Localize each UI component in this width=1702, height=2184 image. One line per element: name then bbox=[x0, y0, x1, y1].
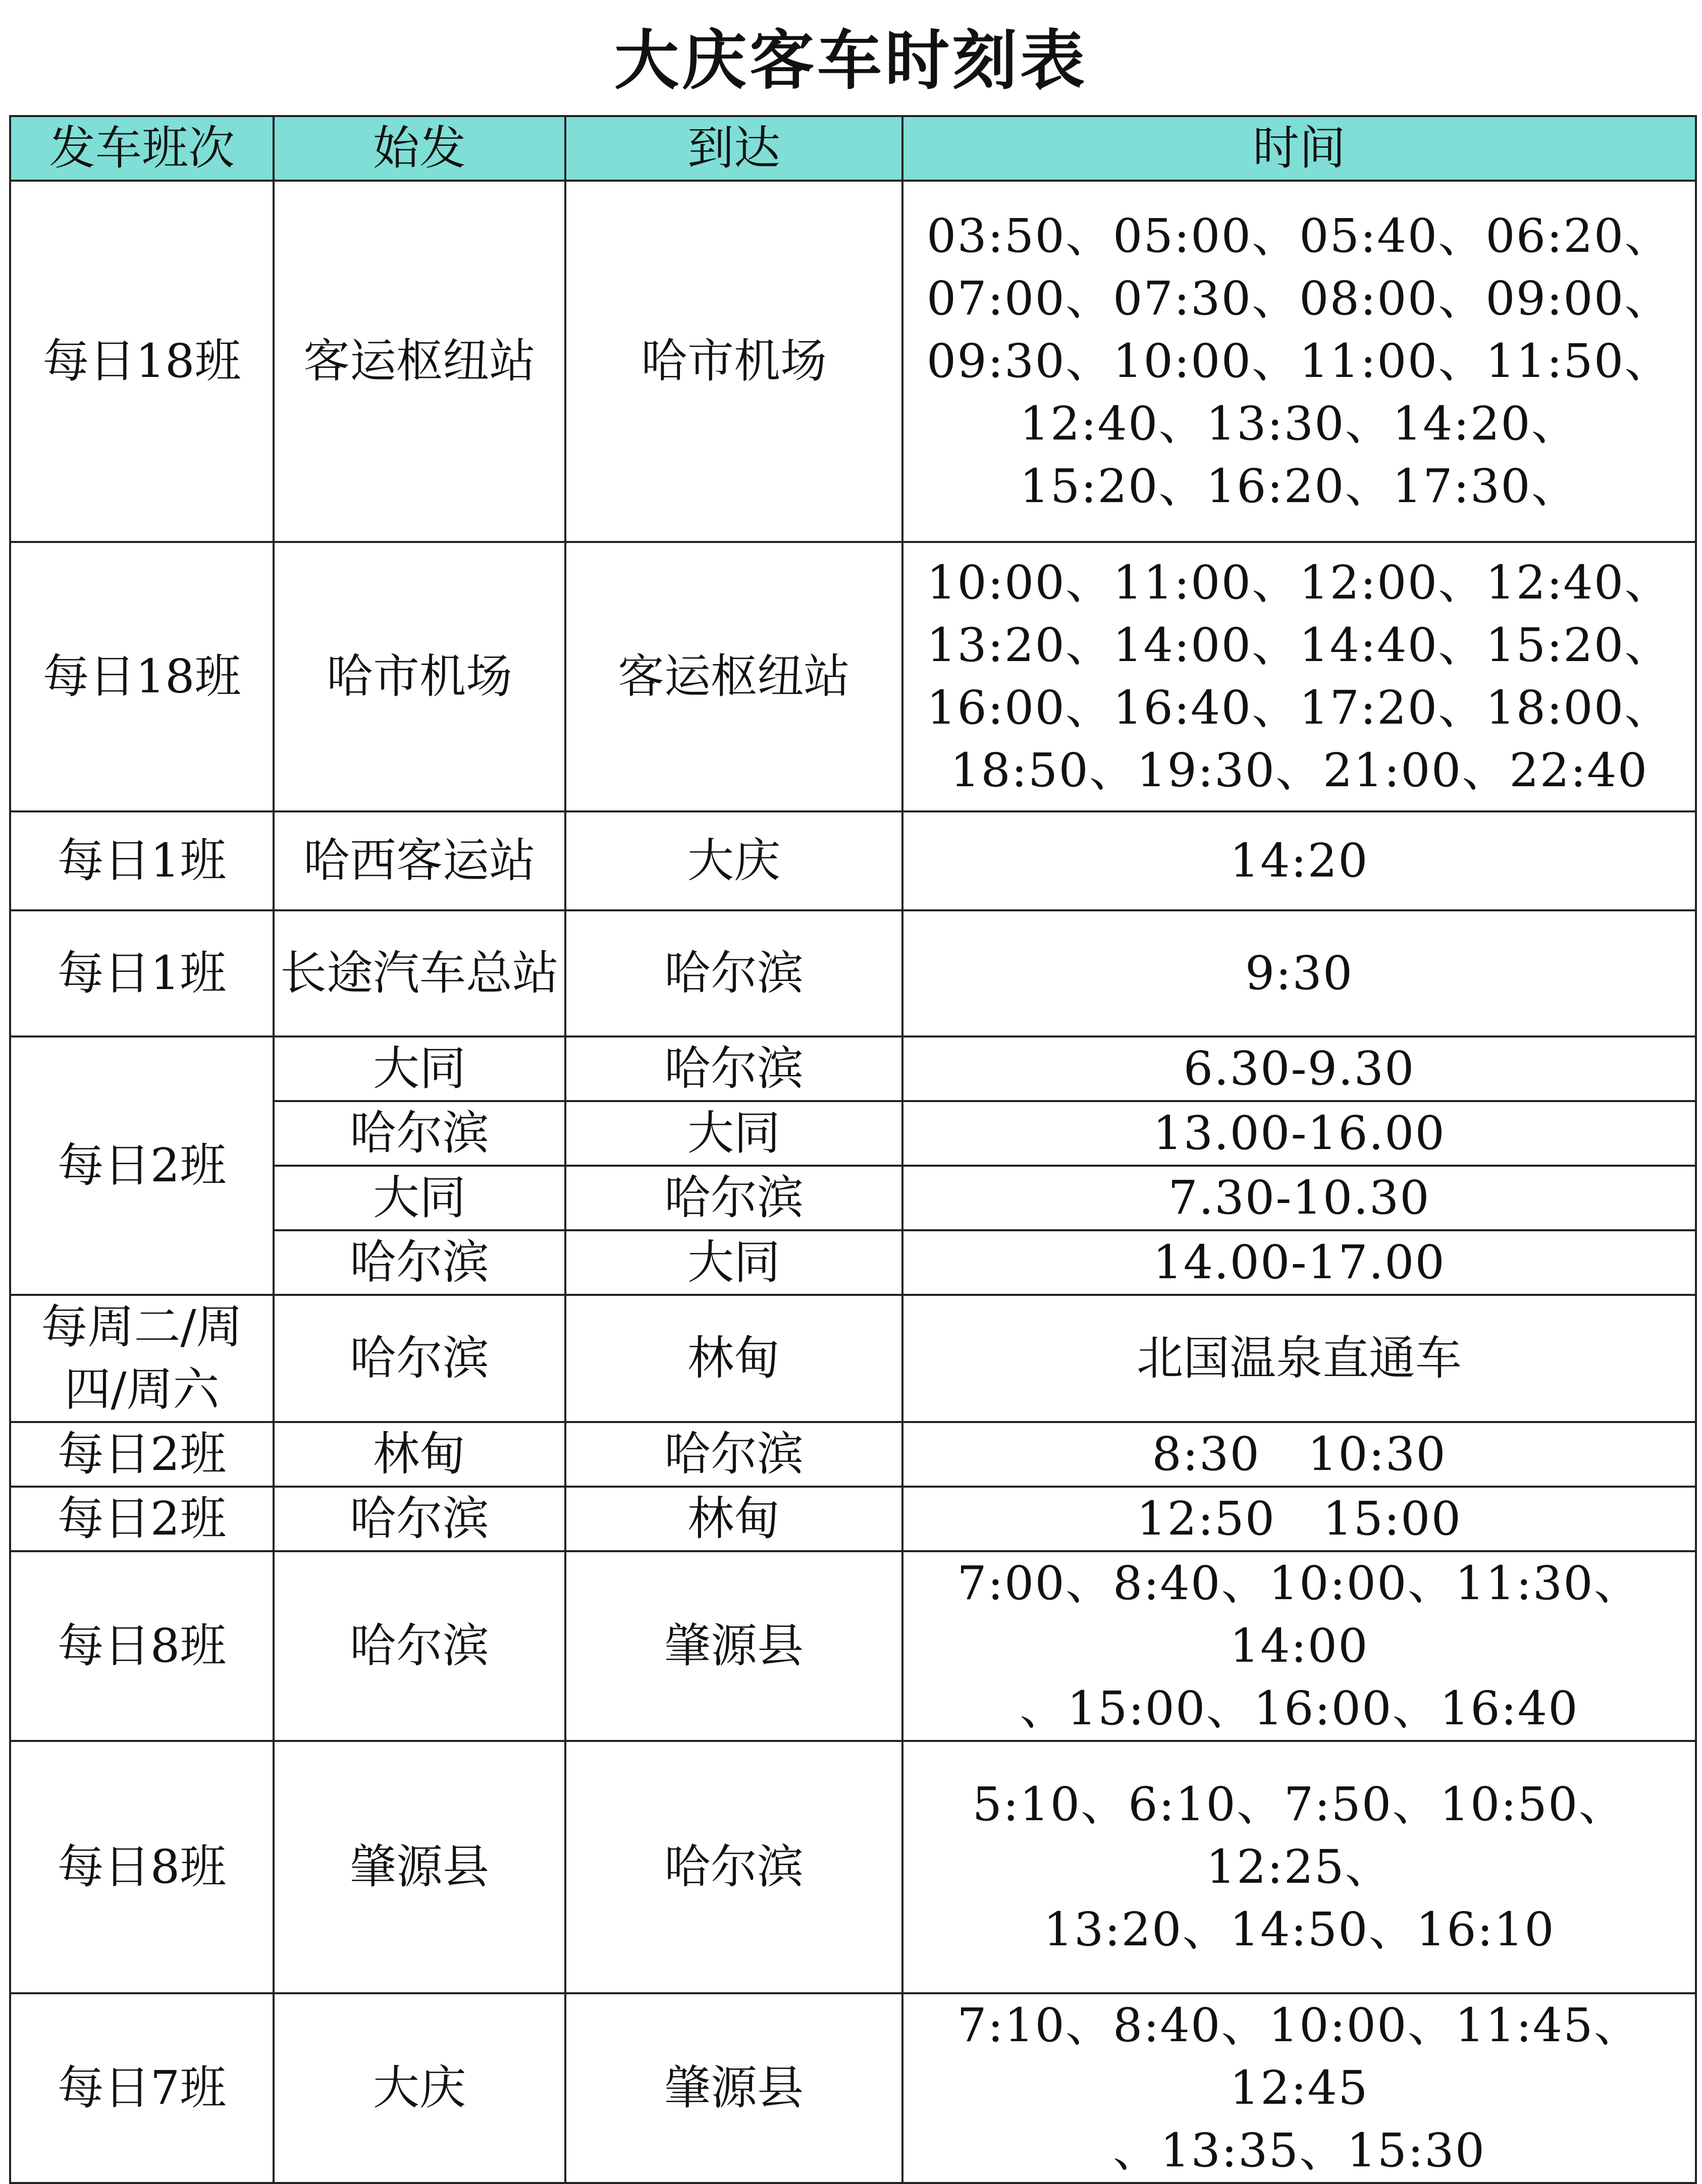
time-cell: 10:00、11:00、12:00、12:40、 13:20、14:00、14:40、15:20、 16:00、16:40、17:20、18:00、 18:50、19:30、21:00、22:40 bbox=[902, 542, 1696, 811]
table-row bbox=[10, 1487, 1696, 1551]
origin-cell: 肇源县 bbox=[274, 1741, 565, 1993]
table-row bbox=[10, 811, 1696, 910]
destination-cell: 大庆 bbox=[565, 811, 902, 910]
frequency-cell: 每日18班 bbox=[10, 542, 274, 811]
frequency-cell: 每日1班 bbox=[10, 811, 274, 910]
time-cell: 13.00-16.00 bbox=[902, 1101, 1696, 1166]
table-row bbox=[10, 1295, 1696, 1422]
frequency-cell: 每周二/周四/周六 bbox=[10, 1295, 274, 1422]
destination-cell: 客运枢纽站 bbox=[565, 542, 902, 811]
origin-cell: 长途汽车总站 bbox=[274, 910, 565, 1036]
time-cell: 7.30-10.30 bbox=[902, 1166, 1696, 1230]
origin-cell: 哈尔滨 bbox=[274, 1487, 565, 1551]
frequency-cell: 每日1班 bbox=[10, 910, 274, 1036]
origin-cell: 林甸 bbox=[274, 1422, 565, 1487]
time-cell: 7:00、8:40、10:00、11:30、14:00 、15:00、16:00、16:40 bbox=[902, 1551, 1696, 1741]
time-cell: 03:50、05:00、05:40、06:20、 07:00、07:30、08:00、09:00、 09:30、10:00、11:00、11:50、 12:40、13:30、14:20、 15:20、16:20、17:30、 bbox=[902, 181, 1696, 542]
origin-cell: 哈尔滨 bbox=[274, 1101, 565, 1166]
table-row bbox=[10, 910, 1696, 1036]
schedule-table bbox=[9, 115, 1697, 2184]
frequency-cell: 每日2班 bbox=[10, 1422, 274, 1487]
origin-cell: 大同 bbox=[274, 1036, 565, 1101]
time-cell: 6.30-9.30 bbox=[902, 1036, 1696, 1101]
origin-cell: 哈尔滨 bbox=[274, 1295, 565, 1422]
origin-cell: 客运枢纽站 bbox=[274, 181, 565, 542]
frequency-cell: 每日8班 bbox=[10, 1741, 274, 1993]
table-row bbox=[10, 1036, 1696, 1101]
destination-cell: 林甸 bbox=[565, 1487, 902, 1551]
time-cell: 9:30 bbox=[902, 910, 1696, 1036]
frequency-cell: 每日2班 bbox=[10, 1036, 274, 1295]
header-frequency: 发车班次 bbox=[10, 116, 274, 181]
origin-cell: 大同 bbox=[274, 1166, 565, 1230]
destination-cell: 林甸 bbox=[565, 1295, 902, 1422]
header-destination: 到达 bbox=[565, 116, 902, 181]
destination-cell: 哈尔滨 bbox=[565, 1036, 902, 1101]
table-row bbox=[10, 542, 1696, 811]
destination-cell: 哈尔滨 bbox=[565, 910, 902, 1036]
frequency-cell: 每日2班 bbox=[10, 1487, 274, 1551]
time-cell: 14.00-17.00 bbox=[902, 1230, 1696, 1295]
header-origin: 始发 bbox=[274, 116, 565, 181]
destination-cell: 肇源县 bbox=[565, 1993, 902, 2183]
table-header-row bbox=[10, 116, 1696, 181]
origin-cell: 哈尔滨 bbox=[274, 1230, 565, 1295]
frequency-cell: 每日8班 bbox=[10, 1551, 274, 1741]
time-cell: 7:10、8:40、10:00、11:45、12:45 、13:35、15:30 bbox=[902, 1993, 1696, 2183]
table-row bbox=[10, 181, 1696, 542]
frequency-cell: 每日18班 bbox=[10, 181, 274, 542]
origin-cell: 哈尔滨 bbox=[274, 1551, 565, 1741]
origin-cell: 哈市机场 bbox=[274, 542, 565, 811]
destination-cell: 哈尔滨 bbox=[565, 1166, 902, 1230]
origin-cell: 大庆 bbox=[274, 1993, 565, 2183]
destination-cell: 大同 bbox=[565, 1101, 902, 1166]
origin-cell: 哈西客运站 bbox=[274, 811, 565, 910]
destination-cell: 大同 bbox=[565, 1230, 902, 1295]
destination-cell: 肇源县 bbox=[565, 1551, 902, 1741]
destination-cell: 哈尔滨 bbox=[565, 1741, 902, 1993]
time-cell: 5:10、6:10、7:50、10:50、12:25、 13:20、14:50、16:10 bbox=[902, 1741, 1696, 1993]
frequency-cell: 每日7班 bbox=[10, 1993, 274, 2183]
page-title: 大庆客车时刻表 bbox=[614, 23, 1088, 98]
table-row bbox=[10, 1741, 1696, 1993]
time-cell: 14:20 bbox=[902, 811, 1696, 910]
destination-cell: 哈尔滨 bbox=[565, 1422, 902, 1487]
destination-cell: 哈市机场 bbox=[565, 181, 902, 542]
time-cell: 12:50 15:00 bbox=[902, 1487, 1696, 1551]
time-cell: 北国温泉直通车 bbox=[902, 1295, 1696, 1422]
header-time: 时间 bbox=[902, 116, 1696, 181]
table-row bbox=[10, 1551, 1696, 1741]
time-cell: 8:30 10:30 bbox=[902, 1422, 1696, 1487]
table-row bbox=[10, 1993, 1696, 2183]
table-row bbox=[10, 1422, 1696, 1487]
